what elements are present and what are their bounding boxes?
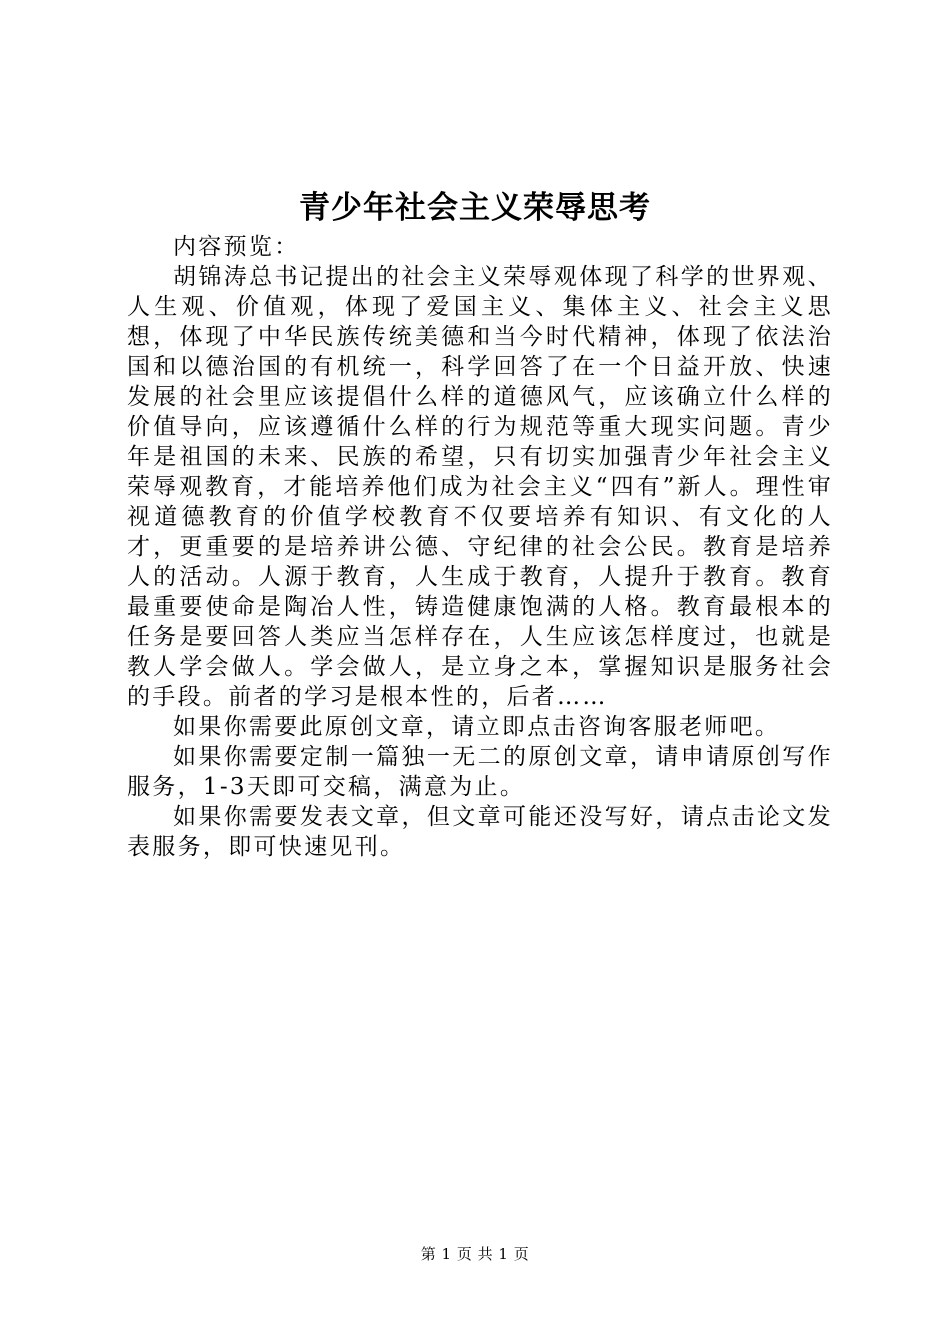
document-content <box>127 232 833 862</box>
custom-writing-notice: 如果你需要定制一篇独一无二的原创文章，请申请原创写作服务，1-3天即可交稿，满意为止。 <box>127 744 833 800</box>
preview-label: 内容预览： <box>173 234 300 260</box>
body-paragraph: 胡锦涛总书记提出的社会主义荣辱观体现了科学的世界观、人生观、价值观，体现了爱国主义、集体主义、社会主义思想，体现了中华民族传统美德和当今时代精神，体现了依法治国和以德治国的有机统一，科学回答了在一个日益开放、快速发展的社会里应该提倡什么样的道德风气，应该确立什么样的价值导向，应该遵循什么样的行为规范等重大现实问题。青少年是祖国的未来、民族的希望，只有切实加强青少年社会主义荣辱观教育，才能培养他们成为社会主义“四有”新人。理性审视道德教育的价值学校教育不仅要培养有知识、有文化的人才，更重要的是培养讲公德、守纪律的社会公民。教育是培养人的活动。人源于教育，人生成于教育，人提升于教育。教育最重要使命是陶冶人性，铸造健康饱满的人格。教育最根本的任务是要回答人类应当怎样存在，人生应该怎样度过，也就是教人学会做人。学会做人，是立身之本，掌握知识是服务社会的手段。前者的学习是根本性的，后者…… <box>127 264 833 710</box>
document-title: 青少年社会主义荣辱思考 <box>299 190 651 226</box>
consult-notice: 如果你需要此原创文章，请立即点击咨询客服老师吧。 <box>173 714 781 740</box>
publish-notice: 如果你需要发表文章，但文章可能还没写好，请点击论文发表服务，即可快速见刊。 <box>127 804 833 860</box>
page-indicator: 第 1 页 共 1 页 <box>420 1245 530 1263</box>
